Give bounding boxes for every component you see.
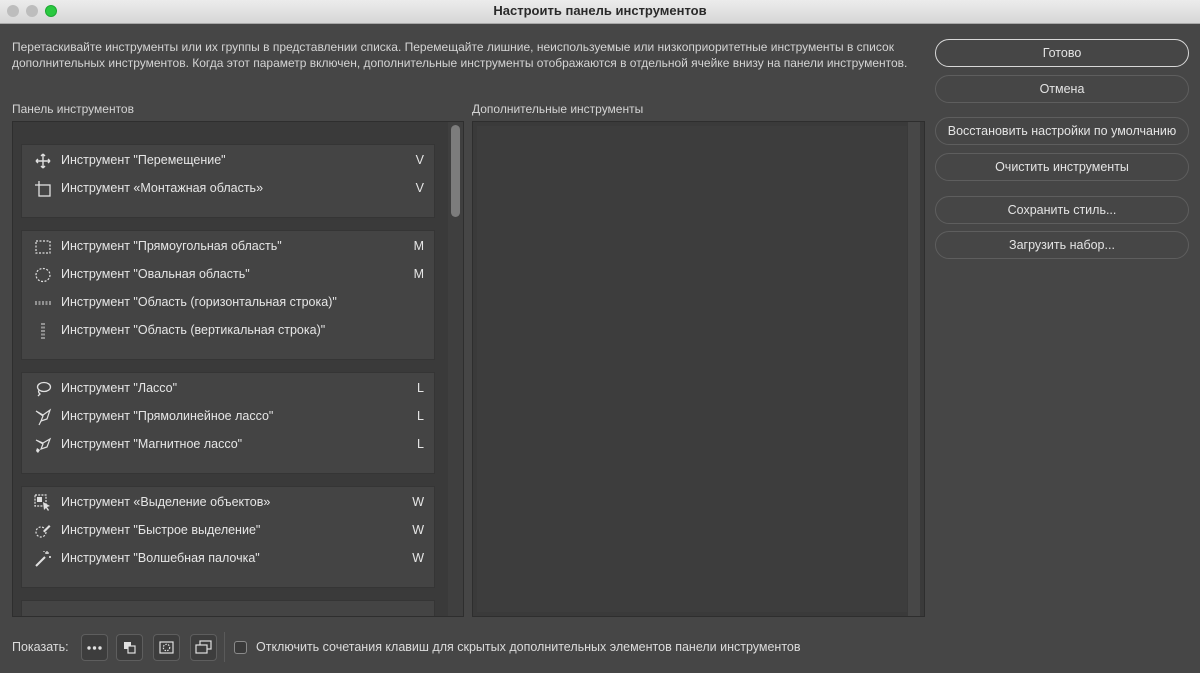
footer-divider xyxy=(224,632,225,662)
cancel-button[interactable]: Отмена xyxy=(935,75,1189,103)
move-icon xyxy=(34,152,52,170)
more-tools-icon xyxy=(86,639,103,656)
object-selection-icon xyxy=(34,494,52,512)
tool-name: Инструмент "Перемещение" xyxy=(61,153,226,167)
tool-name: Инструмент "Лассо" xyxy=(61,381,178,395)
tool-name: Инструмент «Выделение объектов» xyxy=(61,495,271,509)
save-preset-button[interactable]: Сохранить стиль... xyxy=(935,196,1189,224)
tool-shortcut: L xyxy=(417,381,424,395)
window-title: Настроить панель инструментов xyxy=(493,3,707,18)
artboard-icon xyxy=(34,180,52,198)
tool-item[interactable] xyxy=(34,265,424,287)
toolbar-list[interactable] xyxy=(12,121,464,617)
magnetic-lasso-icon xyxy=(34,436,52,454)
tool-shortcut: M xyxy=(413,267,424,281)
tool-shortcut: L xyxy=(417,437,424,451)
tool-shortcut: W xyxy=(412,551,424,565)
tool-item[interactable] xyxy=(34,321,424,343)
quick-mask-button[interactable] xyxy=(153,634,180,661)
extra-tools-scrollbar[interactable] xyxy=(908,122,920,616)
tool-shortcut: M xyxy=(413,239,424,253)
rectangular-marquee-icon xyxy=(34,238,52,256)
clear-tools-button[interactable]: Очистить инструменты xyxy=(935,153,1189,181)
tool-name: Инструмент "Прямоугольная область" xyxy=(61,239,282,253)
partial-tool-group[interactable] xyxy=(21,600,435,617)
tool-item[interactable] xyxy=(34,493,424,515)
toolbar-list-scrollbar[interactable] xyxy=(448,122,464,616)
tool-group[interactable] xyxy=(21,144,435,218)
tool-name: Инструмент "Область (вертикальная строка)" xyxy=(61,323,326,337)
tool-item[interactable] xyxy=(34,521,424,543)
tool-name: Инструмент "Волшебная палочка" xyxy=(61,551,260,565)
dialog-description: Перетаскивайте инструменты или их группы в представлении списка. Перемещайте лишние, неиспользуемые или низкоприоритетные инструменты в список дополнительных инструментов. Когда этот параметр включен, дополнительные инструменты отображаются в отдельной ячейке внизу на панели инструментов. xyxy=(12,40,908,70)
fill-colors-button[interactable] xyxy=(116,634,143,661)
tool-item[interactable] xyxy=(34,549,424,571)
tool-name: Инструмент "Овальная область" xyxy=(61,267,250,281)
done-button[interactable]: Готово xyxy=(935,39,1189,67)
tool-item[interactable] xyxy=(34,293,424,315)
tool-item[interactable] xyxy=(34,379,424,401)
quick-selection-icon xyxy=(34,522,52,540)
scrollbar-thumb[interactable] xyxy=(451,125,460,217)
toolbar-list-label: Панель инструментов xyxy=(12,102,134,116)
tool-name: Инструмент "Область (горизонтальная строка)" xyxy=(61,295,337,309)
tool-group[interactable] xyxy=(21,372,435,474)
single-row-marquee-icon xyxy=(34,294,52,312)
extra-tools-drop-area[interactable] xyxy=(477,126,907,612)
tool-group[interactable] xyxy=(21,486,435,588)
fill-colors-icon xyxy=(121,639,138,656)
screen-mode-button[interactable] xyxy=(190,634,217,661)
restore-defaults-button[interactable]: Восстановить настройки по умолчанию xyxy=(935,117,1189,145)
tool-item[interactable] xyxy=(34,237,424,259)
tool-name: Инструмент "Магнитное лассо" xyxy=(61,437,243,451)
screen-mode-icon xyxy=(194,639,213,656)
tool-group[interactable] xyxy=(21,230,435,360)
title-bar xyxy=(0,0,1200,24)
polygonal-lasso-icon xyxy=(34,408,52,426)
show-label: Показать: xyxy=(12,640,69,654)
tool-shortcut: L xyxy=(417,409,424,423)
tool-shortcut: W xyxy=(412,523,424,537)
tool-name: Инструмент «Монтажная область» xyxy=(61,181,264,195)
tool-item[interactable] xyxy=(34,407,424,429)
tool-shortcut: V xyxy=(415,153,424,167)
tool-item[interactable] xyxy=(34,151,424,173)
disable-shortcuts-label[interactable]: Отключить сочетания клавиш для скрытых дополнительных элементов панели инструментов xyxy=(256,640,801,654)
single-column-marquee-icon xyxy=(34,322,52,340)
load-preset-button[interactable]: Загрузить набор... xyxy=(935,231,1189,259)
tool-shortcut: W xyxy=(412,495,424,509)
lasso-icon xyxy=(34,380,52,398)
tool-name: Инструмент "Прямолинейное лассо" xyxy=(61,409,274,423)
extra-tools-label: Дополнительные инструменты xyxy=(472,102,644,116)
extra-tools-list[interactable] xyxy=(472,121,925,617)
magic-wand-icon xyxy=(34,550,52,568)
more-tools-button[interactable] xyxy=(81,634,108,661)
quick-mask-icon xyxy=(158,639,175,656)
tool-item[interactable] xyxy=(34,435,424,457)
tool-item[interactable] xyxy=(34,179,424,201)
elliptical-marquee-icon xyxy=(34,266,52,284)
tool-shortcut: V xyxy=(415,181,424,195)
disable-shortcuts-checkbox[interactable] xyxy=(234,641,247,654)
tool-name: Инструмент "Быстрое выделение" xyxy=(61,523,261,537)
